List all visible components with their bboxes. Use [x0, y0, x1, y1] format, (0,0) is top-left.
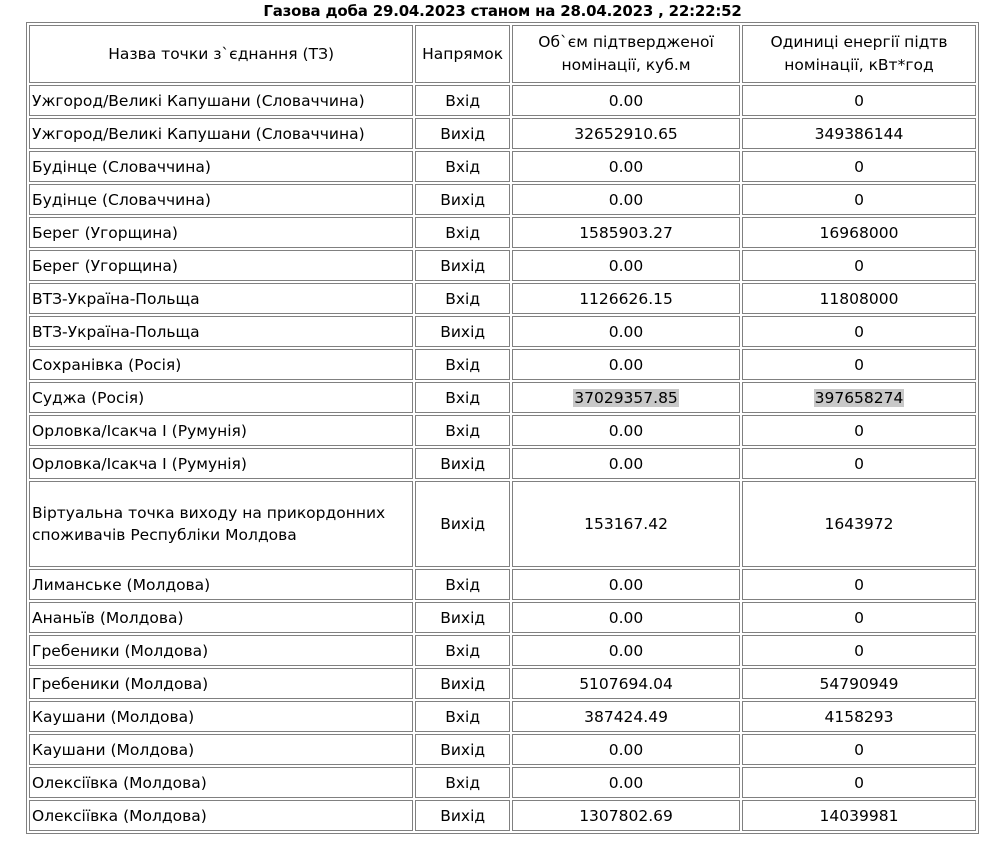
cell-energy: 349386144: [742, 118, 976, 149]
cell-energy: 0: [742, 635, 976, 666]
cell-volume: 0.00: [512, 250, 740, 281]
table-row: [29, 448, 976, 479]
cell-volume: 0.00: [512, 349, 740, 380]
cell-volume: 0.00: [512, 85, 740, 116]
cell-point-name: Каушани (Молдова): [29, 701, 413, 732]
cell-point-name: Гребеники (Молдова): [29, 668, 413, 699]
table-row: [29, 349, 976, 380]
table-row: [29, 800, 976, 831]
cell-direction: Вихід: [415, 668, 510, 699]
cell-direction: Вхід: [415, 217, 510, 248]
cell-direction: Вхід: [415, 382, 510, 413]
table-row: [29, 415, 976, 446]
cell-volume: [512, 382, 740, 413]
cell-point-name: Берег (Угорщина): [29, 250, 413, 281]
cell-energy: [742, 382, 976, 413]
table-row: [29, 217, 976, 248]
cell-point-name: Берег (Угорщина): [29, 217, 413, 248]
cell-volume: 0.00: [512, 734, 740, 765]
table-row: [29, 635, 976, 666]
cell-direction: Вхід: [415, 85, 510, 116]
cell-volume: 0.00: [512, 448, 740, 479]
cell-volume: 5107694.04: [512, 668, 740, 699]
cell-energy-highlight: 397658274: [814, 388, 904, 407]
cell-volume: 0.00: [512, 415, 740, 446]
table-row: [29, 118, 976, 149]
cell-point-name: Будінце (Словаччина): [29, 184, 413, 215]
cell-volume: 0.00: [512, 635, 740, 666]
cell-direction: Вихід: [415, 800, 510, 831]
cell-point-name: Каушани (Молдова): [29, 734, 413, 765]
cell-energy: 0: [742, 250, 976, 281]
cell-volume: 0.00: [512, 602, 740, 633]
table-body: [29, 85, 976, 831]
cell-direction: Вихід: [415, 448, 510, 479]
table-row: [29, 668, 976, 699]
cell-direction: Вхід: [415, 283, 510, 314]
cell-energy: 0: [742, 349, 976, 380]
cell-direction: Вхід: [415, 635, 510, 666]
cell-direction: Вхід: [415, 151, 510, 182]
cell-energy: 11808000: [742, 283, 976, 314]
cell-point-name: Олексіївка (Молдова): [29, 800, 413, 831]
table-row: [29, 569, 976, 600]
table-row: [29, 85, 976, 116]
cell-energy: 0: [742, 415, 976, 446]
cell-direction: Вихід: [415, 734, 510, 765]
cell-volume-highlight: 37029357.85: [574, 388, 678, 407]
cell-energy: 0: [742, 734, 976, 765]
header-direction: Напрямок: [415, 25, 510, 83]
cell-energy: 0: [742, 767, 976, 798]
cell-point-name: Ужгород/Великі Капушани (Словаччина): [29, 85, 413, 116]
cell-point-name: Сохранівка (Росія): [29, 349, 413, 380]
table-row: [29, 602, 976, 633]
table-row: [29, 151, 976, 182]
cell-direction: Вхід: [415, 569, 510, 600]
cell-volume: 0.00: [512, 151, 740, 182]
cell-energy: 0: [742, 448, 976, 479]
cell-point-name: Орловка/Ісакча I (Румунія): [29, 448, 413, 479]
table-row: [29, 250, 976, 281]
table-row: [29, 283, 976, 314]
cell-energy: 4158293: [742, 701, 976, 732]
cell-direction: Вихід: [415, 250, 510, 281]
cell-direction: Вихід: [415, 602, 510, 633]
cell-volume: 153167.42: [512, 481, 740, 567]
cell-energy: 14039981: [742, 800, 976, 831]
cell-volume: 1126626.15: [512, 283, 740, 314]
cell-point-name: Ужгород/Великі Капушани (Словаччина): [29, 118, 413, 149]
cell-energy: 0: [742, 85, 976, 116]
cell-energy: 0: [742, 316, 976, 347]
cell-volume: 0.00: [512, 767, 740, 798]
cell-energy: 0: [742, 569, 976, 600]
cell-direction: Вихід: [415, 118, 510, 149]
table-header-row: [29, 25, 976, 83]
table-row: [29, 701, 976, 732]
cell-volume: 1585903.27: [512, 217, 740, 248]
cell-volume: 32652910.65: [512, 118, 740, 149]
cell-energy: 16968000: [742, 217, 976, 248]
header-energy: Одиниці енергії підтв номінації, кВт*год: [742, 25, 976, 83]
cell-direction: Вхід: [415, 701, 510, 732]
table-row: [29, 734, 976, 765]
table-row: [29, 184, 976, 215]
cell-point-name: Орловка/Ісакча I (Румунія): [29, 415, 413, 446]
cell-point-name: Будінце (Словаччина): [29, 151, 413, 182]
cell-volume: 0.00: [512, 569, 740, 600]
cell-energy: 0: [742, 602, 976, 633]
cell-point-name: Суджа (Росія): [29, 382, 413, 413]
cell-direction: Вхід: [415, 767, 510, 798]
cell-point-name: Лиманське (Молдова): [29, 569, 413, 600]
cell-energy: 54790949: [742, 668, 976, 699]
nominations-table: [26, 22, 979, 834]
cell-point-name: ВТЗ-Україна-Польща: [29, 316, 413, 347]
header-volume: Об`єм підтвердженої номінації, куб.м: [512, 25, 740, 83]
cell-volume: 0.00: [512, 184, 740, 215]
report-title: Газова доба 29.04.2023 станом на 28.04.2023 , 22:22:52: [263, 2, 742, 20]
report-container: [26, 0, 979, 834]
table-row: [29, 481, 976, 567]
cell-direction: Вихід: [415, 316, 510, 347]
header-point-name: Назва точки з`єднання (ТЗ): [29, 25, 413, 83]
cell-energy: 0: [742, 151, 976, 182]
cell-direction: Вхід: [415, 349, 510, 380]
table-row: [29, 767, 976, 798]
cell-direction: Вхід: [415, 415, 510, 446]
cell-point-name: Гребеники (Молдова): [29, 635, 413, 666]
cell-point-name: Ананьїв (Молдова): [29, 602, 413, 633]
cell-energy: 1643972: [742, 481, 976, 567]
cell-volume: 1307802.69: [512, 800, 740, 831]
cell-volume: 387424.49: [512, 701, 740, 732]
cell-volume: 0.00: [512, 316, 740, 347]
table-row: [29, 382, 976, 413]
cell-point-name: ВТЗ-Україна-Польща: [29, 283, 413, 314]
cell-point-name: Олексіївка (Молдова): [29, 767, 413, 798]
cell-direction: Вихід: [415, 184, 510, 215]
cell-point-name: Віртуальна точка виходу на прикордонних споживачів Республіки Молдова: [29, 481, 413, 567]
cell-direction: Вихід: [415, 481, 510, 567]
table-row: [29, 316, 976, 347]
cell-energy: 0: [742, 184, 976, 215]
